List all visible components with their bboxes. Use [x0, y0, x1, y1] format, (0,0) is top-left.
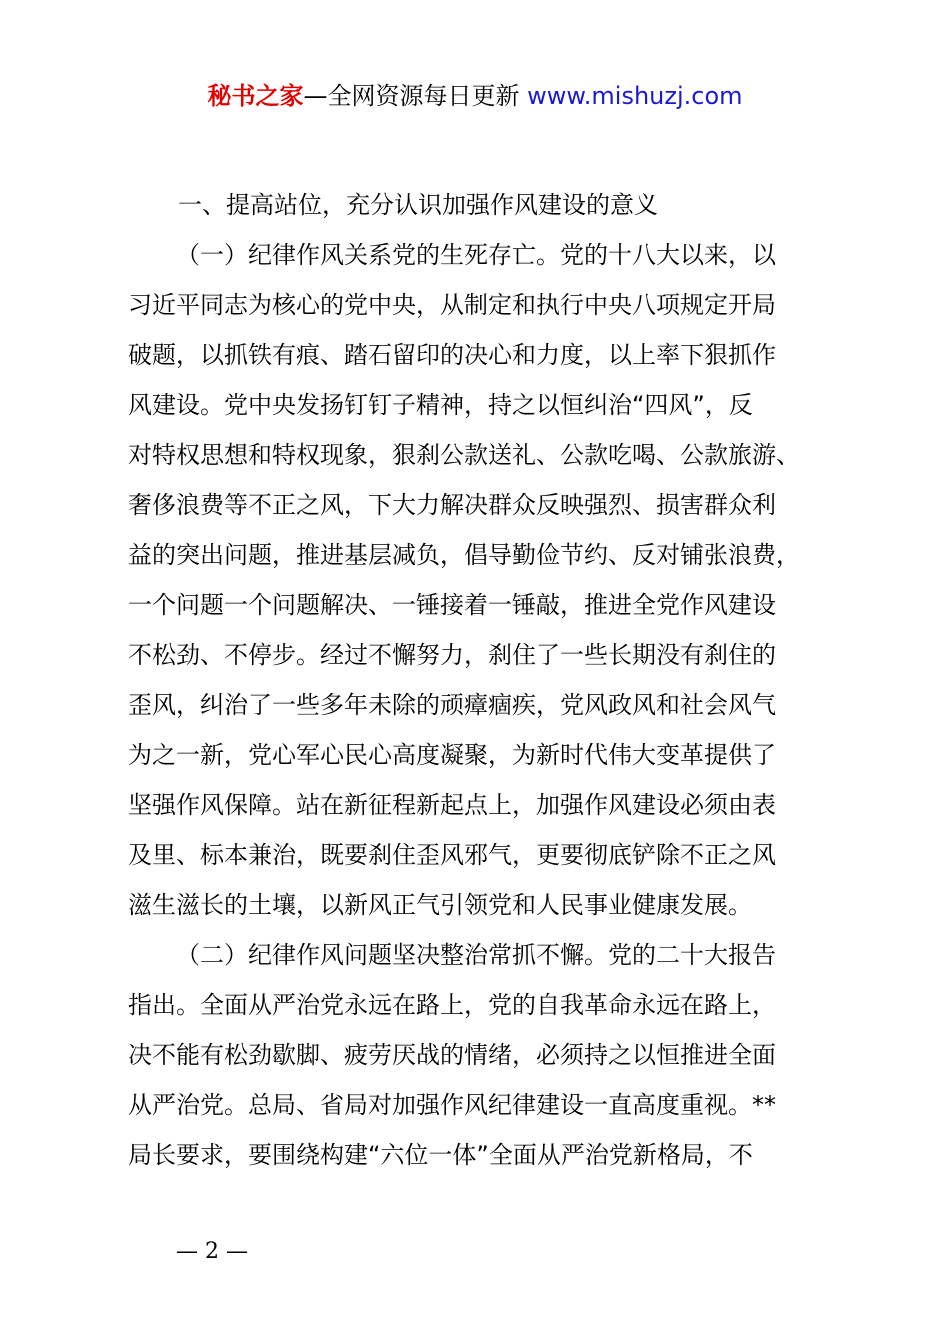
page-number: — 2 — — [176, 1239, 248, 1264]
paragraph-line: （一）纪律作风关系党的生死存亡。党的十八大以来，以 — [176, 241, 776, 269]
paragraph-line: 奢侈浪费等不正之风，下大力解决群众反映强烈、损害群众利 — [128, 491, 776, 519]
paragraph-line: 局长要求，要围绕构建“六位一体”全面从严治党新格局，不 — [128, 1141, 753, 1169]
paragraph-line: 滋生滋长的土壤，以新风正气引领党和人民事业健康发展。 — [128, 891, 752, 919]
paragraph-line: 破题，以抓铁有痕、踏石留印的决心和力度，以上率下狠抓作 — [128, 341, 776, 369]
paragraph-line: 及里、标本兼治，既要刹住歪风邪气，更要彻底铲除不正之风 — [128, 841, 776, 869]
paragraph-line: 坚强作风保障。站在新征程新起点上，加强作风建设必须由表 — [128, 791, 776, 819]
document-body — [128, 180, 852, 1180]
site-header — [0, 80, 950, 112]
section-heading: 一、提高站位，充分认识加强作风建设的意义 — [178, 191, 658, 219]
paragraph-line: 习近平同志为核心的党中央，从制定和执行中央八项规定开局 — [128, 291, 776, 319]
paragraph-line: 指出。全面从严治党永远在路上，党的自我革命永远在路上， — [128, 991, 776, 1019]
paragraph-line: 歪风，纠治了一些多年未除的顽瘴痼疾，党风政风和社会风气 — [128, 691, 776, 719]
header-tagline: —全网资源每日更新 — [303, 82, 520, 110]
paragraph-2 — [128, 930, 852, 1180]
paragraph-line: 为之一新，党心军心民心高度凝聚，为新时代伟大变革提供了 — [128, 741, 776, 769]
paragraph-line: 风建设。党中央发扬钉钉子精神，持之以恒纠治“四风”，反 — [128, 391, 753, 419]
paragraph-line: 对特权思想和特权现象，狠刹公款送礼、公款吃喝、公款旅游、 — [128, 441, 800, 469]
paragraph-line: 从严治党。总局、省局对加强作风纪律建设一直高度重视。** — [128, 1091, 776, 1119]
paragraph-line: 决不能有松劲歇脚、疲劳厌战的情绪，必须持之以恒推进全面 — [128, 1041, 776, 1069]
brand-name: 秘书之家 — [207, 82, 304, 110]
paragraph-1 — [128, 230, 852, 930]
paragraph-line: 不松劲、不停步。经过不懈努力，刹住了一些长期没有刹住的 — [128, 641, 776, 669]
paragraph-line: 一个问题一个问题解决、一锤接着一锤敲，推进全党作风建设 — [128, 591, 776, 619]
site-url-link[interactable]: www.mishuzj.com — [527, 82, 743, 110]
paragraph-line: （二）纪律作风问题坚决整治常抓不懈。党的二十大报告 — [176, 941, 776, 969]
paragraph-line: 益的突出问题，推进基层减负，倡导勤俭节约、反对铺张浪费， — [128, 541, 800, 569]
